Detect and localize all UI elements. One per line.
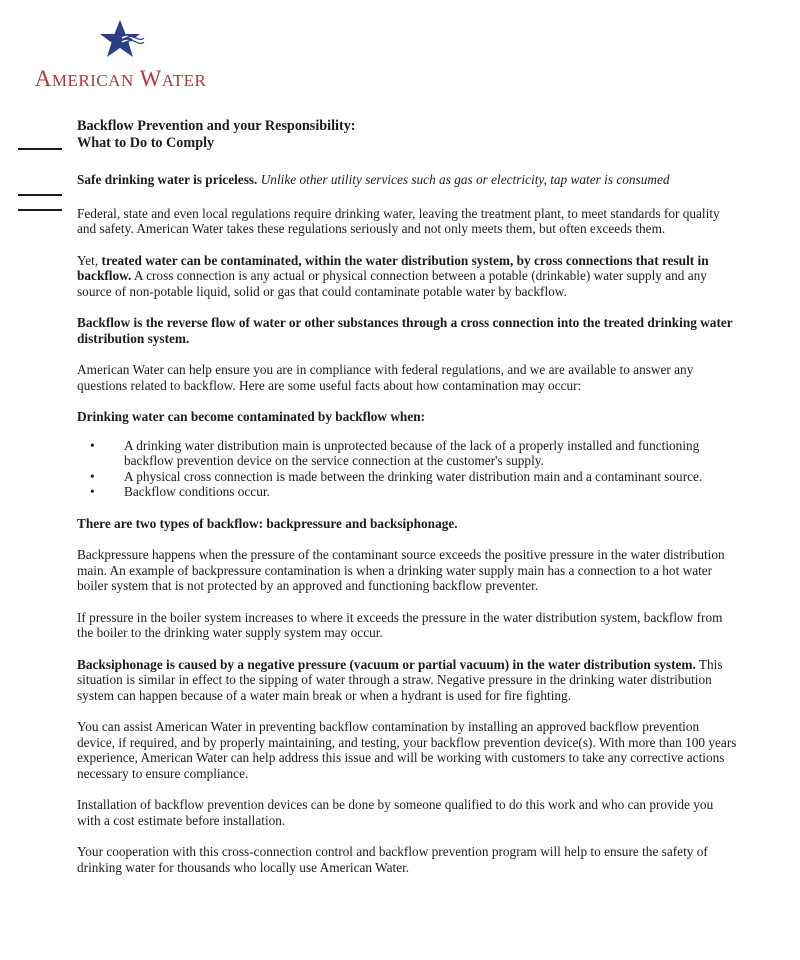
margin-rule-2 [18, 194, 62, 196]
heading-contaminated: Drinking water can become contaminated by backflow when: [77, 409, 426, 424]
paragraph-contamination: Yet, treated water can be contaminated, within the water distribution system, by cross connections that result in backflow. A cross connection is any actual or physical connection between a potable (drinkable) water supply and any source of non-potable liquid, solid or gas that could contaminate potable water by backflow. [77, 252, 709, 299]
american-water-logo [28, 20, 213, 92]
title-line-1: Backflow Prevention and your Responsibility: [77, 118, 356, 134]
title-line-2: What to Do to Comply [77, 135, 215, 151]
heading-two-types: There are two types of backflow: backpressure and backsiphonage. [77, 515, 458, 531]
brand-name: AMERICAN WATER [34, 66, 207, 91]
paragraph-installation: Installation of backflow prevention devices can be done by someone qualified to do this work and who can provide you with a cost estimate before installation. [77, 797, 714, 828]
margin-rule-1 [18, 148, 62, 150]
star-logo-icon [96, 20, 146, 62]
paragraph-cooperation: Your cooperation with this cross-connection control and backflow prevention program will help to ensure the safety of drinking water for thousands who locally use American Water. [77, 844, 708, 875]
list-item: • Backflow conditions occur. [77, 484, 737, 500]
letter-body [77, 118, 737, 875]
paragraph-boiler: If pressure in the boiler system increases to where it exceeds the pressure in the water distribution system, backflow from the boiler to the drinking water supply system may occur. [77, 609, 723, 640]
paragraph-regulations: Federal, state and even local regulations require drinking water, leaving the treatment plant, to meet standards for quality and safety. American Water takes these regulations seriously and not only meets them, but often exceeds them. [77, 205, 720, 236]
contamination-list [77, 438, 737, 500]
list-item: • A physical cross connection is made between the drinking water distribution main and a contaminant source. [77, 469, 737, 485]
paragraph-backsiphonage: Backsiphonage is caused by a negative pressure (vacuum or partial vacuum) in the water distribution system. This situation is similar in effect to the sipping of water through a straw. Negative pressure in the drinking water distribution system can happen because of a water main break or when a hydrant is used for fire fighting. [77, 656, 723, 703]
paragraph-backflow-definition: Backflow is the reverse flow of water or other substances through a cross connection into the treated drinking water distribution system. [77, 315, 733, 346]
margin-rule-3 [18, 209, 62, 211]
paragraph-assist: You can assist American Water in preventing backflow contamination by installing an approved backflow prevention device, if required, and by properly maintaining, and testing, your backflow prevention device(s). With more than 100 years experience, American Water can help address this issue and will be working with customers to take any corrective actions necessary to ensure compliance. [77, 719, 737, 781]
paragraph-compliance: American Water can help ensure you are in compliance with federal regulations, and we are available to answer any questions related to backflow. Here are some useful facts about how contamination may occur: [77, 362, 694, 393]
paragraph-backpressure: Backpressure happens when the pressure of the contaminant source exceeds the positive pressure in the water distribution main. An example of backpressure contamination is when a drinking water supply main has a connection to a hot water boiler system that is not protected by an approved and functioning backflow preventer. [77, 547, 725, 593]
list-item: • A drinking water distribution main is unprotected because of the lack of a properly installed and functioning backflow prevention device on the service connection at the customer's supply. [77, 438, 737, 469]
paragraph-priceless: Safe drinking water is priceless. Unlike other utility services such as gas or electricity, tap water is consumed [77, 172, 670, 187]
